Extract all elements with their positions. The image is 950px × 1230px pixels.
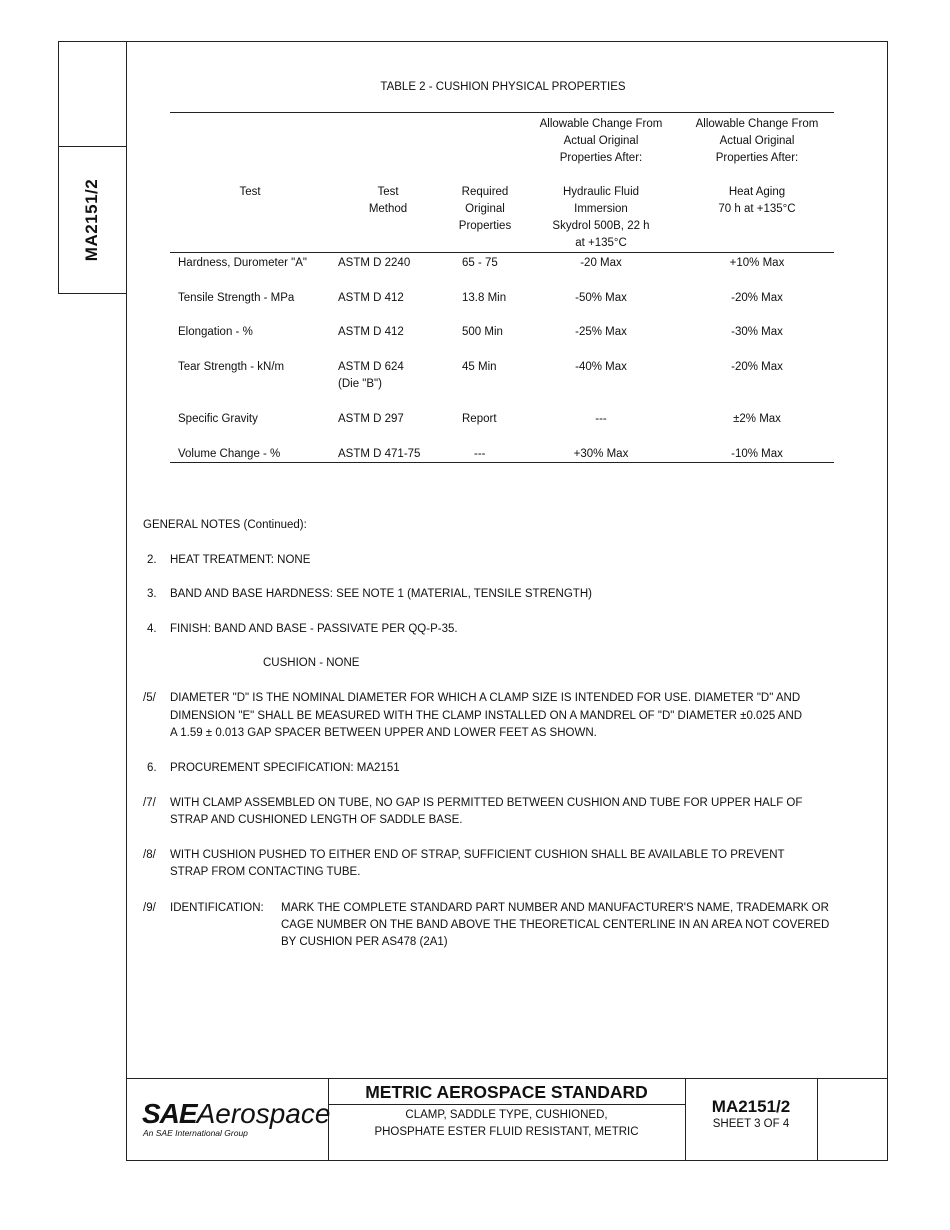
document-number: MA2151/2: [711, 1097, 791, 1116]
logo-aerospace: Aerospace: [196, 1098, 331, 1129]
header-hydraulic-line: Allowable Change From: [539, 118, 663, 130]
note-text: DIAMETER "D" IS THE NOMINAL DIAMETER FOR WHICH A CLAMP SIZE IS INTENDED FOR USE. DIAMETER "D" AND: [170, 692, 801, 704]
note-number: /7/: [143, 797, 156, 809]
sheet-number: SHEET 3 OF 4: [712, 1118, 790, 1130]
table-header-rule: [170, 252, 834, 253]
header-method-line: Method: [368, 203, 408, 215]
cell-required: 500 Min: [462, 326, 503, 338]
header-hydraulic-line: at +135°C: [575, 237, 627, 249]
standard-title-rule: [328, 1104, 685, 1105]
cell-required: 13.8 Min: [462, 292, 507, 304]
note-number: 6.: [147, 762, 157, 774]
header-gap: [683, 167, 831, 184]
cell-method: [338, 359, 404, 393]
cell-heat: -30% Max: [731, 326, 783, 338]
note-number: 3.: [147, 588, 157, 600]
cell-heat: -10% Max: [731, 448, 783, 460]
notes-heading: GENERAL NOTES (Continued):: [143, 519, 307, 531]
note-text: CAGE NUMBER ON THE BAND ABOVE THE THEORETICAL CENTERLINE IN AN AREA NOT COVERED: [281, 919, 830, 931]
cell-hydraulic: -50% Max: [575, 292, 627, 304]
header-hydraulic-line: Skydrol 500B, 22 h: [552, 220, 650, 232]
header-heat-line: Heat Aging: [728, 186, 786, 198]
note-text: BY CUSHION PER AS478 (2A1): [281, 936, 448, 948]
note-number: /8/: [143, 849, 156, 861]
header-hydraulic: [526, 116, 676, 252]
cell-heat: ±2% Max: [733, 413, 781, 425]
standard-title: METRIC AEROSPACE STANDARD: [365, 1082, 648, 1102]
header-required-line: Properties: [458, 220, 512, 232]
cell-required: ---: [474, 448, 486, 460]
header-method-line: Test: [377, 186, 399, 198]
cell-method: ASTM D 2240: [338, 257, 411, 269]
cell-test: Tensile Strength - MPa: [178, 292, 295, 304]
cell-test: Elongation - %: [178, 326, 253, 338]
cell-heat: +10% Max: [729, 257, 785, 269]
note-text: MARK THE COMPLETE STANDARD PART NUMBER AND MANUFACTURER'S NAME, TRADEMARK OR: [281, 902, 829, 914]
note-label: IDENTIFICATION:: [170, 902, 264, 914]
standard-description: [328, 1107, 685, 1141]
cell-method: ASTM D 412: [338, 292, 404, 304]
note-text: WITH CLAMP ASSEMBLED ON TUBE, NO GAP IS PERMITTED BETWEEN CUSHION AND TUBE FOR UPPER HALF OF: [170, 797, 803, 809]
cell-heat: -20% Max: [731, 292, 783, 304]
logo-sae: SAE: [142, 1098, 197, 1129]
header-hydraulic-line: Hydraulic Fluid: [562, 186, 640, 198]
header-required-line: Required: [461, 186, 509, 198]
header-required-line: Original: [465, 203, 505, 215]
note-number: /5/: [143, 692, 156, 704]
cell-hydraulic: ---: [595, 413, 607, 425]
cell-heat: -20% Max: [731, 361, 783, 373]
cell-method: ASTM D 412: [338, 326, 404, 338]
cell-test: Hardness, Durometer "A": [178, 257, 307, 269]
header-required: [445, 184, 525, 235]
note-text: BAND AND BASE HARDNESS: SEE NOTE 1 (MATERIAL, TENSILE STRENGTH): [170, 588, 592, 600]
header-heat: [683, 116, 831, 218]
note-text: DIMENSION "E" SHALL BE MEASURED WITH THE CLAMP INSTALLED ON A MANDREL OF "D" DIAMETER ±0.025 AND: [170, 710, 803, 722]
note-text: HEAT TREATMENT: NONE: [170, 554, 311, 566]
cell-method: ASTM D 297: [338, 413, 404, 425]
cell-hydraulic: -25% Max: [575, 326, 627, 338]
header-hydraulic-line: Actual Original: [563, 135, 639, 147]
header-gap: [526, 167, 676, 184]
side-doc-number: MA2151/2: [82, 178, 101, 262]
description-line: PHOSPHATE ESTER FLUID RESISTANT, METRIC: [374, 1126, 639, 1138]
header-heat-line: Properties After:: [715, 152, 799, 164]
header-test: Test: [239, 186, 261, 198]
note-text: A 1.59 ± 0.013 GAP SPACER BETWEEN UPPER AND LOWER FEET AS SHOWN.: [170, 727, 597, 739]
note-text: STRAP AND CUSHIONED LENGTH OF SADDLE BASE.: [170, 814, 463, 826]
cell-required: Report: [462, 413, 497, 425]
note-text: PROCUREMENT SPECIFICATION: MA2151: [170, 762, 400, 774]
cell-hydraulic: -20 Max: [580, 257, 622, 269]
cell-method: ASTM D 471-75: [338, 448, 421, 460]
header-hydraulic-line: Properties After:: [559, 152, 643, 164]
cell-method-line: ASTM D 624: [338, 361, 404, 373]
header-heat-line: Actual Original: [719, 135, 795, 147]
table-title: TABLE 2 - CUSHION PHYSICAL PROPERTIES: [380, 81, 626, 93]
header-heat-line: 70 h at +135°C: [718, 203, 796, 215]
header-hydraulic-line: Immersion: [574, 203, 628, 215]
cell-hydraulic: +30% Max: [573, 448, 629, 460]
note-text: STRAP FROM CONTACTING TUBE.: [170, 866, 361, 878]
cell-test: Tear Strength - kN/m: [178, 361, 285, 373]
note-text: WITH CUSHION PUSHED TO EITHER END OF STRAP, SUFFICIENT CUSHION SHALL BE AVAILABLE TO PREVENT: [170, 849, 785, 861]
cell-required: 65 - 75: [462, 257, 498, 269]
cell-test: Volume Change - %: [178, 448, 281, 460]
header-heat-line: Allowable Change From: [695, 118, 819, 130]
table-top-rule: [170, 112, 834, 113]
cell-required: 45 Min: [462, 361, 497, 373]
sae-aerospace-logo: [142, 1100, 330, 1128]
logo-subtitle: An SAE International Group: [143, 1128, 248, 1138]
note-subtext: CUSHION - NONE: [263, 657, 360, 669]
note-number: /9/: [143, 902, 156, 914]
description-line: CLAMP, SADDLE TYPE, CUSHIONED,: [405, 1109, 608, 1121]
note-number: 2.: [147, 554, 157, 566]
title-block-divider: [817, 1078, 818, 1161]
cell-hydraulic: -40% Max: [575, 361, 627, 373]
header-method: [338, 184, 438, 218]
side-tab-divider: [58, 146, 126, 147]
cell-method-line: (Die "B"): [338, 378, 382, 390]
note-number: 4.: [147, 623, 157, 635]
cell-test: Specific Gravity: [178, 413, 258, 425]
note-text: FINISH: BAND AND BASE - PASSIVATE PER QQ-P-35.: [170, 623, 458, 635]
